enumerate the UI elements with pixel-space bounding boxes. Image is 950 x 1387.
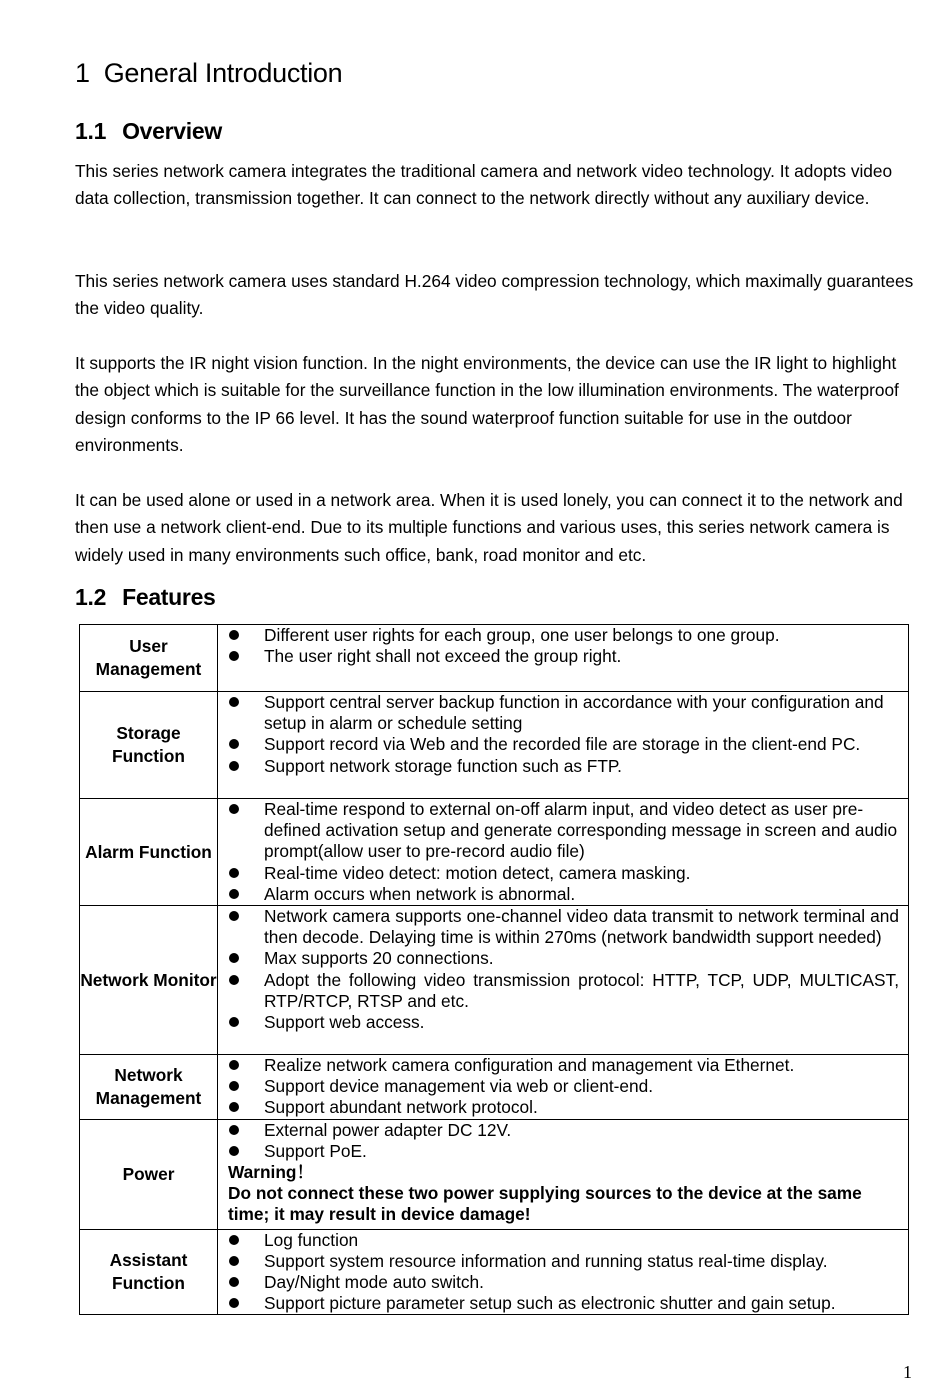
bullet-icon [229, 975, 239, 985]
feature-list [228, 799, 899, 905]
features-table [79, 624, 909, 1315]
list-item: Log function [228, 1230, 899, 1251]
bullet-icon [229, 868, 239, 878]
feature-list [228, 692, 899, 777]
table-row [80, 1055, 909, 1120]
feature-description [218, 906, 909, 1055]
bullet-icon [229, 1102, 239, 1112]
overview-paragraph: It can be used alone or used in a network area. When it is used lonely, you can connect it to the network and then use a network client-end. Due to its multiple functions and various uses, this series network camera is widely used in many environments such office, bank, road monitor and etc. [75, 490, 903, 565]
bullet-icon [229, 804, 239, 814]
list-item: Support network storage function such as FTP. [228, 756, 899, 777]
bullet-icon [229, 761, 239, 771]
list-item: Support picture parameter setup such as electronic shutter and gain setup. [228, 1293, 899, 1314]
section-number: 1.1 [75, 118, 107, 144]
bullet-icon [229, 1235, 239, 1245]
list-item: Support abundant network protocol. [228, 1097, 899, 1118]
list-item: Max supports 20 connections. [228, 948, 899, 969]
section-title: Features [122, 584, 216, 610]
list-item: Alarm occurs when network is abnormal. [228, 884, 899, 905]
chapter-title: General Introduction [103, 58, 343, 88]
bullet-icon [229, 1298, 239, 1308]
bullet-icon [229, 1146, 239, 1156]
table-row [80, 906, 909, 1055]
list-item: Support device management via web or client-end. [228, 1076, 899, 1097]
feature-list [228, 1120, 899, 1162]
overview-paragraph: It supports the IR night vision function. In the night environments, the device can use the IR light to highlight the object which is suitable for the surveillance function in the low illumination environments. The waterproof design conforms to the IP 66 level. It has the sound waterproof function suitable for use in the outdoor environments. [75, 353, 899, 456]
bullet-icon [229, 1081, 239, 1091]
table-row [80, 1229, 909, 1315]
feature-list [228, 625, 899, 667]
list-item: Real-time video detect: motion detect, camera masking. [228, 863, 899, 884]
bullet-icon [229, 911, 239, 921]
list-item: Support record via Web and the recorded file are storage in the client-end PC. [228, 734, 899, 755]
section-heading-overview [75, 118, 222, 145]
feature-description [218, 799, 909, 906]
page-number: 1 [903, 1362, 912, 1382]
list-item: Day/Night mode auto switch. [228, 1272, 899, 1293]
bullet-icon [229, 889, 239, 899]
list-item: Realize network camera configuration and management via Ethernet. [228, 1055, 899, 1076]
list-item: Different user rights for each group, one user belongs to one group. [228, 625, 899, 646]
list-item: Adopt the following video transmission protocol: HTTP, TCP, UDP, MULTICAST, RTP/RTCP, RTSP and etc. [228, 970, 899, 1012]
bullet-icon [229, 1256, 239, 1266]
bullet-icon [229, 1060, 239, 1070]
list-item: The user right shall not exceed the group right. [228, 646, 899, 667]
feature-description [218, 1119, 909, 1229]
bullet-icon [229, 739, 239, 749]
chapter-number: 1 [75, 58, 90, 88]
bullet-icon [229, 953, 239, 963]
warning-text: Do not connect these two power supplying sources to the device at the same time; it may result in device damage! [228, 1183, 862, 1225]
category-user-management: User Management [80, 625, 218, 692]
bullet-icon [229, 1277, 239, 1287]
feature-description [218, 625, 909, 692]
category-power: Power [80, 1119, 218, 1229]
category-network-monitor: Network Monitor [80, 906, 218, 1055]
feature-list [228, 1055, 899, 1119]
list-item: Support system resource information and running status real-time display. [228, 1251, 899, 1272]
bullet-icon [229, 697, 239, 707]
bullet-icon [229, 1125, 239, 1135]
list-item: External power adapter DC 12V. [228, 1120, 899, 1141]
section-title: Overview [122, 118, 222, 144]
list-item: Support web access. [228, 1012, 899, 1033]
list-item: Support central server backup function in accordance with your configuration and setup in alarm or schedule setting [228, 692, 899, 734]
list-item: Real-time respond to external on-off alarm input, and video detect as user pre-defined activation setup and generate corresponding message in screen and audio prompt(allow user to pre-record audio file) [228, 799, 899, 863]
table-row [80, 625, 909, 692]
bullet-icon [229, 651, 239, 661]
list-item: Support PoE. [228, 1141, 899, 1162]
feature-description [218, 1055, 909, 1120]
feature-description [218, 692, 909, 799]
category-storage-function: Storage Function [80, 692, 218, 799]
feature-list [228, 1230, 899, 1315]
feature-list [228, 906, 899, 1033]
category-assistant-function: Assistant Function [80, 1229, 218, 1315]
category-alarm-function: Alarm Function [80, 799, 218, 906]
section-heading-features [75, 584, 216, 611]
overview-paragraph: This series network camera integrates the traditional camera and network video technology. It adopts video data collection, transmission together. It can connect to the network directly without any auxiliary device. [75, 161, 893, 209]
chapter-heading [75, 58, 342, 89]
table-row [80, 799, 909, 906]
list-item: Network camera supports one-channel video data transmit to network terminal and then decode. Delaying time is within 270ms (network bandwidth support needed) [228, 906, 899, 948]
table-row [80, 1119, 909, 1229]
warning-title: Warning！ [228, 1162, 314, 1183]
section-number: 1.2 [75, 584, 107, 610]
bullet-icon [229, 630, 239, 640]
table-row [80, 692, 909, 799]
overview-paragraph: This series network camera uses standard H.264 video compression technology, which maximally guarantees the video quality. [75, 271, 914, 319]
feature-description [218, 1229, 909, 1315]
bullet-icon [229, 1017, 239, 1027]
category-network-management: Network Management [80, 1055, 218, 1120]
